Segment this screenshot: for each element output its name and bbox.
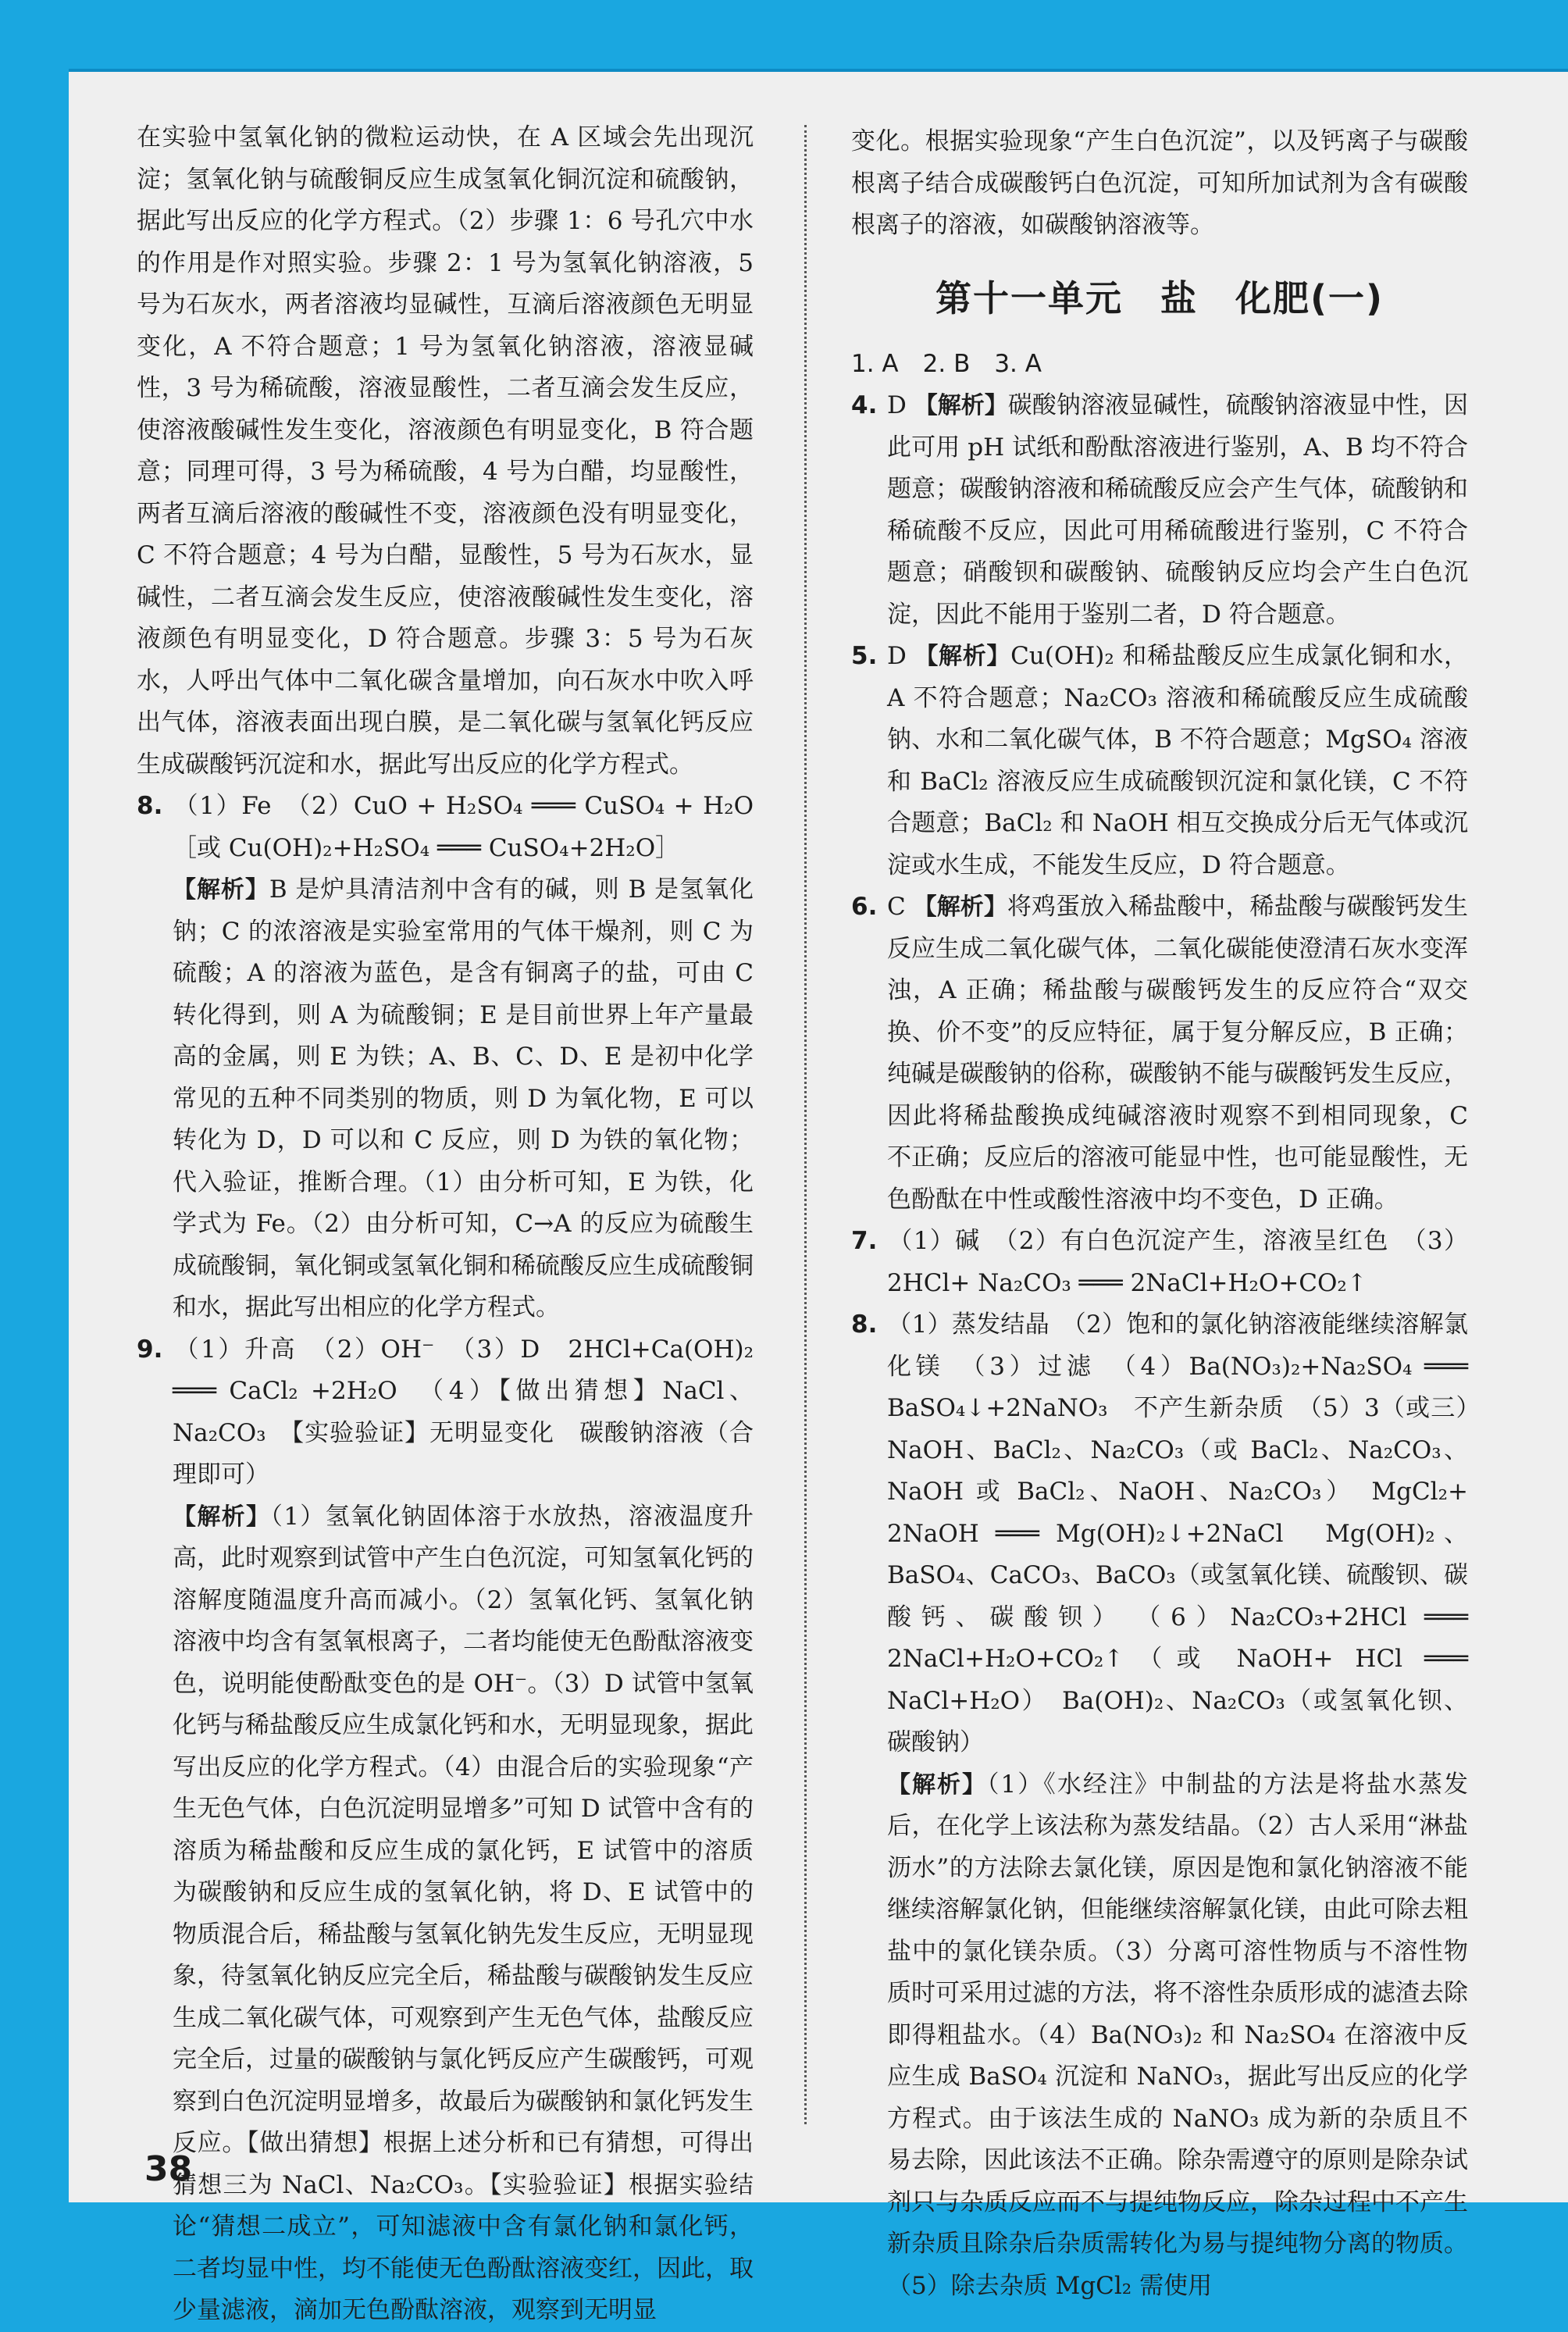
- page-number: 38: [144, 2149, 193, 2189]
- analysis-tag: 【解析】: [914, 392, 1008, 419]
- answer-text: （1）Fe （2）CuO + H₂SO₄ ═══ CuSO₄ + H₂O［或 Cu(OH)₂+H₂SO₄ ═══ CuSO₄+2H₂O］: [173, 792, 754, 862]
- question-number: 5.: [851, 642, 878, 670]
- analysis-text: B 是炉具清洁剂中含有的碱，则 B 是氢氧化钠；C 的浓溶液是实验室常用的气体干燥剂，则 C 为硫酸；A 的溶液为蓝色，是含有铜离子的盐，可由 C 转化得到，则 A 为硫酸铜；E 是目前世界上年产量最高的金属，则 E 为铁；A、B、C、D、E 是初中化学常见的五种不同类别的物质，则 D 为氧化物，E 可以转化为 D，D 可以和 C 反应，则 D 为铁的氧化物；代入验证，推断合理。（1）由分析可知，E 为铁，化学式为 Fe。（2）由分析可知，C→A 的反应为硫酸生成硫酸铜，氧化铜或氢氧化铜和稀硫酸反应生成硫酸铜和水，据此写出相应的化学方程式。: [173, 875, 754, 1321]
- analysis-tag: 【解析】: [887, 1770, 988, 1799]
- analysis-text: （1）《水经注》中制盐的方法是将盐水蒸发后，在化学上该法称为蒸发结晶。（2）古人采用“淋盐沥水”的方法除去氯化镁，原因是饱和氯化钠溶液不能继续溶解氯化钠，但能继续溶解氯化镁，由此可除去粗盐中的氯化镁杂质。（3）分离可溶性物质与不溶性物质时可采用过滤的方法，将不溶性杂质形成的滤渣去除即得粗盐水。（4）Ba(NO₃)₂ 和 Na₂SO₄ 在溶液中反应生成 BaSO₄ 沉淀和 NaNO₃，据此写出反应的化学方程式。由于该法生成的 NaNO₃ 成为新的杂质且不易去除，因此该法不正确。除杂需遵守的原则是除杂试剂只与杂质反应而不与提纯物反应，除杂过程中不产生新杂质且除杂后杂质需转化为易与提纯物分离的物质。（5）除去杂质 MgCl₂ 需使用: [887, 1770, 1468, 2300]
- answer-text: D: [887, 391, 907, 419]
- question-number: 8.: [137, 792, 163, 820]
- column-divider: [804, 125, 807, 2124]
- analysis-text: 将鸡蛋放入稀盐酸中，稀盐酸与碳酸钙发生反应生成二氧化碳气体，二氧化碳能使澄清石灰水变浑浊，A 正确；稀盐酸与碳酸钙发生的反应符合“双交换、价不变”的反应特征，属于复分解反应，B 正确；纯碱是碳酸钠的俗称，碳酸钠不能与碳酸钙发生反应，因此将稀盐酸换成纯碱溶液时观察不到相同现象，C 不正确；反应后的溶液可能显中性，也可能显酸性，无色酚酞在中性或酸性溶液中均不变色，D 正确。: [887, 893, 1469, 1214]
- continuation-paragraph: 变化。根据实验现象“产生白色沉淀”，以及钙离子与碳酸根离子结合成碳酸钙白色沉淀，可知所加试剂为含有碳酸根离子的溶液，如碳酸钠溶液等。: [851, 127, 1468, 239]
- question-8-right: [851, 1304, 1492, 2307]
- unit-heading: 第十一单元 盐 化肥(一): [935, 276, 1384, 319]
- answer-text: C: [887, 893, 906, 921]
- question-number: 8.: [851, 1310, 878, 1339]
- question-7: [851, 1221, 1468, 1304]
- question-4: [851, 385, 1468, 636]
- analysis-text: Cu(OH)₂ 和稀盐酸反应生成氯化铜和水，A 不符合题意；Na₂CO₃ 溶液和稀硫酸反应生成硫酸钠、水和二氧化碳气体，B 不符合题意；MgSO₄ 溶液和 BaCl₂ 溶液反应生成硫酸钡沉淀和氯化镁，C 不符合题意；BaCl₂ 和 NaOH 相互交换成分后无气体或沉淀或水生成，不能发生反应，D 符合题意。: [887, 642, 1469, 879]
- analysis-text: 碳酸钠溶液显碱性，硫酸钠溶液显中性，因此可用 pH 试纸和酚酞溶液进行鉴别，A、B 均不符合题意；碳酸钠溶液和稀硫酸反应会产生气体，硫酸钠和稀硫酸不反应，因此可用稀硫酸进行鉴别，C 不符合题意；硝酸钡和碳酸钠、硫酸钠反应均会产生白色沉淀，因此不能用于鉴别二者，D 符合题意。: [887, 391, 1469, 629]
- question-number: 4.: [851, 391, 878, 419]
- answer-text: D: [887, 642, 907, 670]
- left-column: [137, 117, 754, 2332]
- analysis-tag: 【解析】: [173, 876, 269, 904]
- analysis-text: （1）氢氧化钠固体溶于水放热，溶液温度升高，此时观察到试管中产生白色沉淀，可知氢氧化钙的溶解度随温度升高而减小。（2）氢氧化钙、氢氧化钠溶液中均含有氢氧根离子，二者均能使无色酚酞溶液变色，说明能使酚酞变色的是 OH⁻。（3）D 试管中氢氧化钙与稀盐酸反应生成氯化钙和水，无明显现象，据此写出反应的化学方程式。（4）由混合后的实验现象“产生无色气体，白色沉淀明显增多”可知 D 试管中含有的溶质为稀盐酸和反应生成的氯化钙，E 试管中的溶质为碳酸钠和反应生成的氢氧化钠，将 D、E 试管中的物质混合后，稀盐酸与氢氧化钠先发生反应，无明显现象，待氢氧化钠反应完全后，稀盐酸与碳酸钠发生反应生成二氧化碳气体，可观察到产生无色气体，盐酸反应完全后，过量的碳酸钠与氯化钙反应产生碳酸钙，可观察到白色沉淀明显增多，故最后为碳酸钠和氯化钙发生反应。【做出猜想】根据上述分析和已有猜想，可得出猜想三为 NaCl、Na₂CO₃。【实验验证】根据实验结论“猜想二成立”，可知滤液中含有氯化钠和氯化钙，二者均显中性，均不能使无色酚酞溶液变红，因此，取少量滤液，滴加无色酚酞溶液，观察到无明显: [173, 1502, 754, 2324]
- analysis-tag: 【解析】: [914, 643, 1011, 670]
- question-5: [851, 636, 1468, 886]
- answer-text: （1）蒸发结晶 （2）饱和的氯化钠溶液能继续溶解氯化镁 （3）过滤 （4）Ba(NO₃)₂+Na₂SO₄ ═══ BaSO₄↓+2NaNO₃ 不产生新杂质 （5）3（或三） NaOH、BaCl₂、Na₂CO₃（或 BaCl₂、Na₂CO₃、NaOH 或 BaCl₂、NaOH、Na₂CO₃） MgCl₂+ 2NaOH ═══ Mg(OH)₂↓+2NaCl Mg(OH)₂、BaSO₄、CaCO₃、BaCO₃（或氢氧化镁、硫酸钡、碳酸钙、碳酸钡） （6）Na₂CO₃+2HCl ═══ 2NaCl+H₂O+CO₂↑（或 NaOH+ HCl ═══ NaCl+H₂O） Ba(OH)₂、Na₂CO₃（或氢氧化钡、碳酸钠）: [887, 1310, 1492, 1756]
- analysis-tag: 【解析】: [913, 893, 1007, 921]
- right-column: [851, 121, 1492, 2307]
- answer-text: （1）碱 （2）有白色沉淀产生，溶液呈红色 （3）2HCl+ Na₂CO₃ ═══ 2NaCl+H₂O+CO₂↑: [887, 1227, 1468, 1297]
- left-intro-paragraph: 在实验中氢氧化钠的微粒运动快，在 A 区域会先出现沉淀；氢氧化钠与硫酸铜反应生成氢氧化铜沉淀和硫酸钠，据此写出反应的化学方程式。（2）步骤 1：6 号孔穴中水的作用是作对照实验。步骤 2：1 号为氢氧化钠溶液，5 号为石灰水，两者溶液均显碱性，互滴后溶液颜色无明显变化，A 不符合题意；1 号为氢氧化钠溶液，溶液显碱性，3 号为稀硫酸，溶液显酸性，二者互滴会发生反应，使溶液酸碱性发生变化，溶液颜色有明显变化，B 符合题意；同理可得，3 号为稀硫酸，4 号为白醋，均显酸性，两者互滴后溶液的酸碱性不变，溶液颜色没有明显变化，C 不符合题意；4 号为白醋，显酸性，5 号为石灰水，显碱性，二者互滴会发生反应，使溶液酸碱性发生变化，溶液颜色有明显变化，D 符合题意。步骤 3：5 号为石灰水，人呼出气体中二氧化碳含量增加，向石灰水中吹入呼出气体，溶液表面出现白膜，是二氧化碳与氢氧化钙反应生成碳酸钙沉淀和水，据此写出反应的化学方程式。: [137, 123, 754, 779]
- analysis-tag: 【解析】: [173, 1503, 271, 1531]
- answer-text: （1）升高 （2）OH⁻ （3）D 2HCl+Ca(OH)₂ ═══ CaCl₂ +2H₂O （4）【做出猜想】NaCl、Na₂CO₃ 【实验验证】无明显变化 碳酸钠溶液（合理即可）: [173, 1335, 754, 1489]
- answers-1-3: 1. A 2. B 3. A: [851, 349, 1042, 378]
- question-number: 9.: [137, 1335, 163, 1364]
- question-6: [851, 886, 1468, 1221]
- question-number: 6.: [851, 893, 878, 921]
- question-number: 7.: [851, 1227, 878, 1255]
- question-8-left: [137, 786, 754, 1329]
- question-9-left: [137, 1329, 754, 2332]
